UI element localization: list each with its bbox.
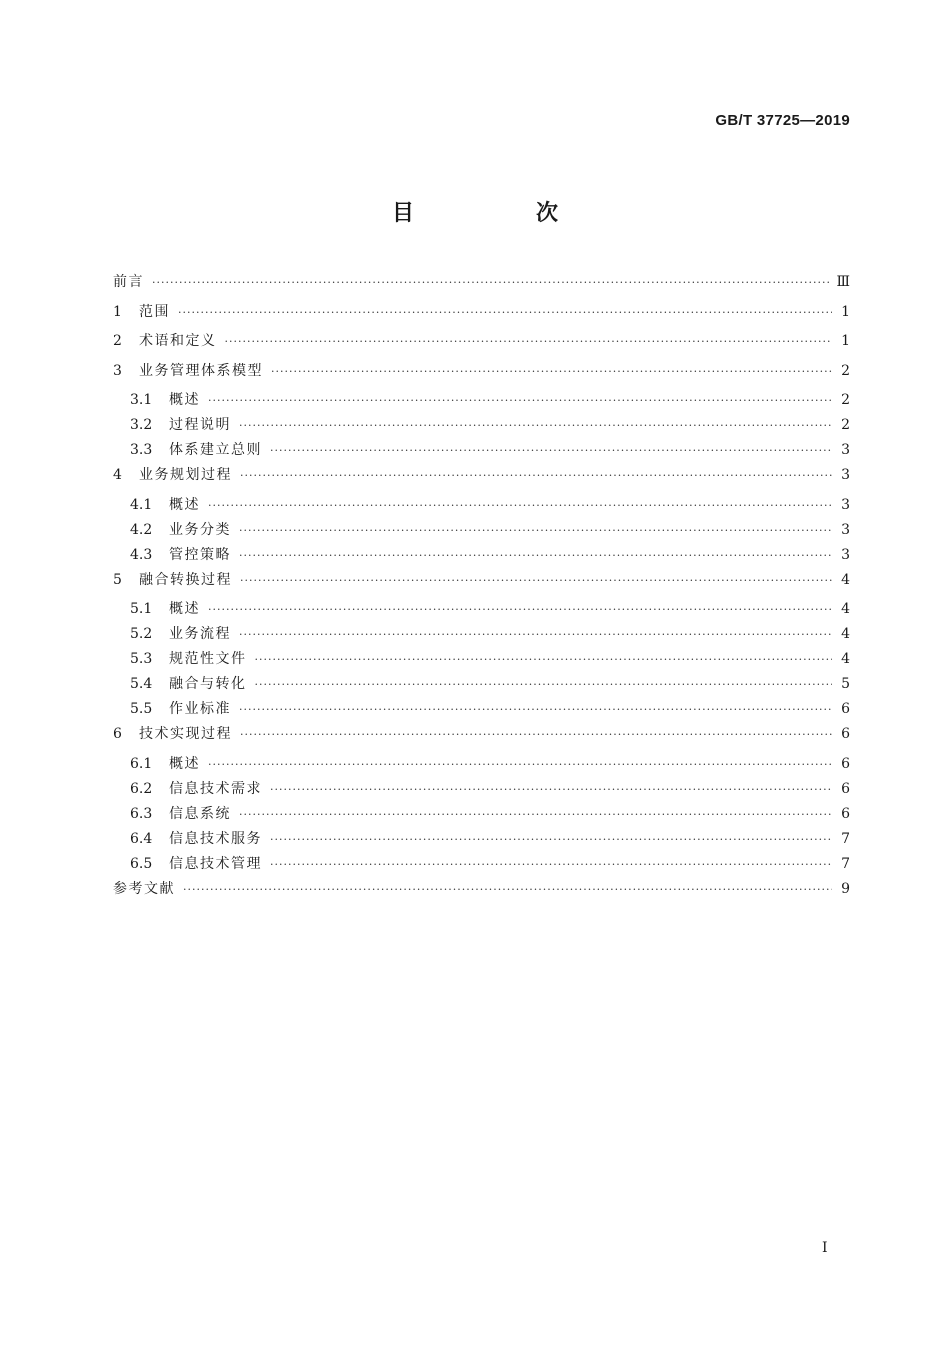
toc-entry-label: 融合与转化 xyxy=(169,676,247,692)
toc-entry-number: 6.5 xyxy=(130,855,153,872)
toc-entry-page: 7 xyxy=(841,855,850,872)
toc-entry-page: 5 xyxy=(841,676,850,692)
toc-entry-label: 信息系统 xyxy=(169,805,231,822)
dot-leader xyxy=(183,880,832,900)
dot-leader xyxy=(255,650,833,670)
toc-entry[interactable] xyxy=(113,804,850,829)
dot-leader xyxy=(208,496,832,516)
toc-entry-number: 5.1 xyxy=(130,601,153,617)
dot-leader xyxy=(270,441,832,461)
toc-entry-label: 概述 xyxy=(169,392,200,408)
toc-entry-page: 6 xyxy=(841,726,850,742)
dot-leader xyxy=(255,675,833,695)
toc-entry-label: 概述 xyxy=(169,755,200,772)
toc-entry-page: 2 xyxy=(841,392,850,408)
toc-entry-number: 5.5 xyxy=(130,701,153,717)
toc-entry[interactable] xyxy=(113,545,850,570)
toc-entry-page: 3 xyxy=(841,521,850,538)
table-of-contents xyxy=(113,272,850,908)
toc-entry-number: 3 xyxy=(113,362,122,379)
toc-entry-page: 9 xyxy=(841,880,850,897)
dot-leader xyxy=(208,391,832,411)
toc-entry-page: 2 xyxy=(841,362,850,379)
dot-leader xyxy=(240,725,832,745)
toc-entry-number: 5 xyxy=(113,571,122,588)
dot-leader xyxy=(240,466,832,486)
dot-leader xyxy=(208,600,832,620)
toc-entry-page: 1 xyxy=(841,303,850,320)
toc-entry-number: 5.3 xyxy=(130,651,153,667)
toc-entry-label: 业务管理体系模型 xyxy=(139,362,263,379)
toc-entry-label: 业务分类 xyxy=(169,521,231,538)
toc-entry[interactable] xyxy=(113,331,850,361)
toc-entry-number: 3.2 xyxy=(130,417,153,433)
toc-entry-number: 4.1 xyxy=(130,496,153,513)
dot-leader xyxy=(239,546,832,566)
toc-entry-page: 3 xyxy=(841,442,850,458)
toc-entry[interactable] xyxy=(113,724,850,754)
toc-entry-page: 3 xyxy=(841,496,850,513)
toc-entry-number: 6 xyxy=(113,726,122,742)
toc-entry-page: 6 xyxy=(841,755,850,772)
toc-entry[interactable] xyxy=(113,465,850,495)
toc-entry-label: 范围 xyxy=(139,303,170,320)
toc-entry[interactable] xyxy=(113,854,850,879)
toc-entry-label: 概述 xyxy=(169,496,200,513)
toc-entry-number: 3.1 xyxy=(130,392,153,408)
toc-entry-label: 参考文献 xyxy=(113,880,175,897)
toc-entry-label: 过程说明 xyxy=(169,417,231,433)
toc-entry[interactable] xyxy=(113,495,850,520)
toc-title: 目 次 xyxy=(391,201,608,226)
toc-entry-number: 4.2 xyxy=(130,521,153,538)
toc-entry-number: 3.3 xyxy=(130,442,153,458)
toc-entry-number: 4.3 xyxy=(130,546,153,563)
dot-leader xyxy=(152,273,832,293)
dot-leader xyxy=(225,332,833,352)
toc-entry[interactable] xyxy=(113,361,850,391)
toc-entry-label: 管控策略 xyxy=(169,546,231,563)
dot-leader xyxy=(239,521,832,541)
toc-entry-page: 2 xyxy=(841,417,850,433)
toc-entry[interactable] xyxy=(113,754,850,779)
dot-leader xyxy=(239,625,832,645)
toc-entry-label: 融合转换过程 xyxy=(139,571,232,588)
toc-entry[interactable] xyxy=(113,649,850,674)
toc-entry-number: 6.4 xyxy=(130,830,153,847)
dot-leader xyxy=(271,362,832,382)
toc-entry-page: 6 xyxy=(841,805,850,822)
toc-entry-number: 6.2 xyxy=(130,780,153,797)
toc-entry-page: 7 xyxy=(841,830,850,847)
toc-entry-label: 业务规划过程 xyxy=(139,467,232,483)
toc-entry-number: 4 xyxy=(113,467,122,483)
toc-entry[interactable] xyxy=(113,390,850,415)
toc-entry[interactable] xyxy=(113,879,850,909)
toc-entry[interactable] xyxy=(113,272,850,302)
toc-entry-page: 3 xyxy=(841,546,850,563)
dot-leader xyxy=(178,303,832,323)
toc-entry-label: 前言 xyxy=(113,274,144,290)
toc-entry-label: 术语和定义 xyxy=(139,333,217,349)
toc-entry[interactable] xyxy=(113,699,850,724)
dot-leader xyxy=(270,855,832,875)
toc-entry[interactable] xyxy=(113,302,850,332)
toc-entry[interactable] xyxy=(113,779,850,804)
toc-entry-page: 3 xyxy=(841,467,850,483)
toc-entry-label: 概述 xyxy=(169,601,200,617)
toc-entry-number: 5.4 xyxy=(130,676,153,692)
toc-entry-number: 6.3 xyxy=(130,805,153,822)
toc-entry-page: 4 xyxy=(841,651,850,667)
page-number: I xyxy=(822,1240,828,1256)
toc-entry-label: 规范性文件 xyxy=(169,651,247,667)
toc-entry-page: Ⅲ xyxy=(836,274,850,290)
toc-entry-page: 4 xyxy=(841,571,850,588)
dot-leader xyxy=(270,780,832,800)
toc-entry-page: 6 xyxy=(841,780,850,797)
dot-leader xyxy=(239,416,832,436)
toc-entry-label: 信息技术服务 xyxy=(169,830,262,847)
toc-entry[interactable] xyxy=(113,599,850,624)
dot-leader xyxy=(208,755,832,775)
toc-entry-label: 技术实现过程 xyxy=(139,726,232,742)
dot-leader xyxy=(240,571,832,591)
toc-entry[interactable] xyxy=(113,440,850,465)
toc-entry-label: 体系建立总则 xyxy=(169,442,262,458)
toc-entry[interactable] xyxy=(113,624,850,649)
toc-entry[interactable] xyxy=(113,415,850,440)
toc-entry-page: 4 xyxy=(841,626,850,642)
toc-entry-number: 1 xyxy=(113,303,122,320)
toc-entry-page: 1 xyxy=(841,333,850,349)
toc-entry[interactable] xyxy=(113,570,850,600)
toc-entry-page: 4 xyxy=(841,601,850,617)
dot-leader xyxy=(270,830,832,850)
toc-entry[interactable] xyxy=(113,829,850,854)
toc-entry[interactable] xyxy=(113,674,850,699)
toc-entry[interactable] xyxy=(113,520,850,545)
toc-entry-label: 信息技术管理 xyxy=(169,855,262,872)
toc-entry-page: 6 xyxy=(841,701,850,717)
toc-entry-label: 作业标准 xyxy=(169,701,231,717)
toc-entry-number: 5.2 xyxy=(130,626,153,642)
toc-entry-number: 6.1 xyxy=(130,755,153,772)
standard-code: GB/T 37725—2019 xyxy=(715,112,850,129)
dot-leader xyxy=(239,700,832,720)
toc-entry-label: 业务流程 xyxy=(169,626,231,642)
toc-entry-number: 2 xyxy=(113,333,122,349)
dot-leader xyxy=(239,805,832,825)
toc-entry-label: 信息技术需求 xyxy=(169,780,262,797)
